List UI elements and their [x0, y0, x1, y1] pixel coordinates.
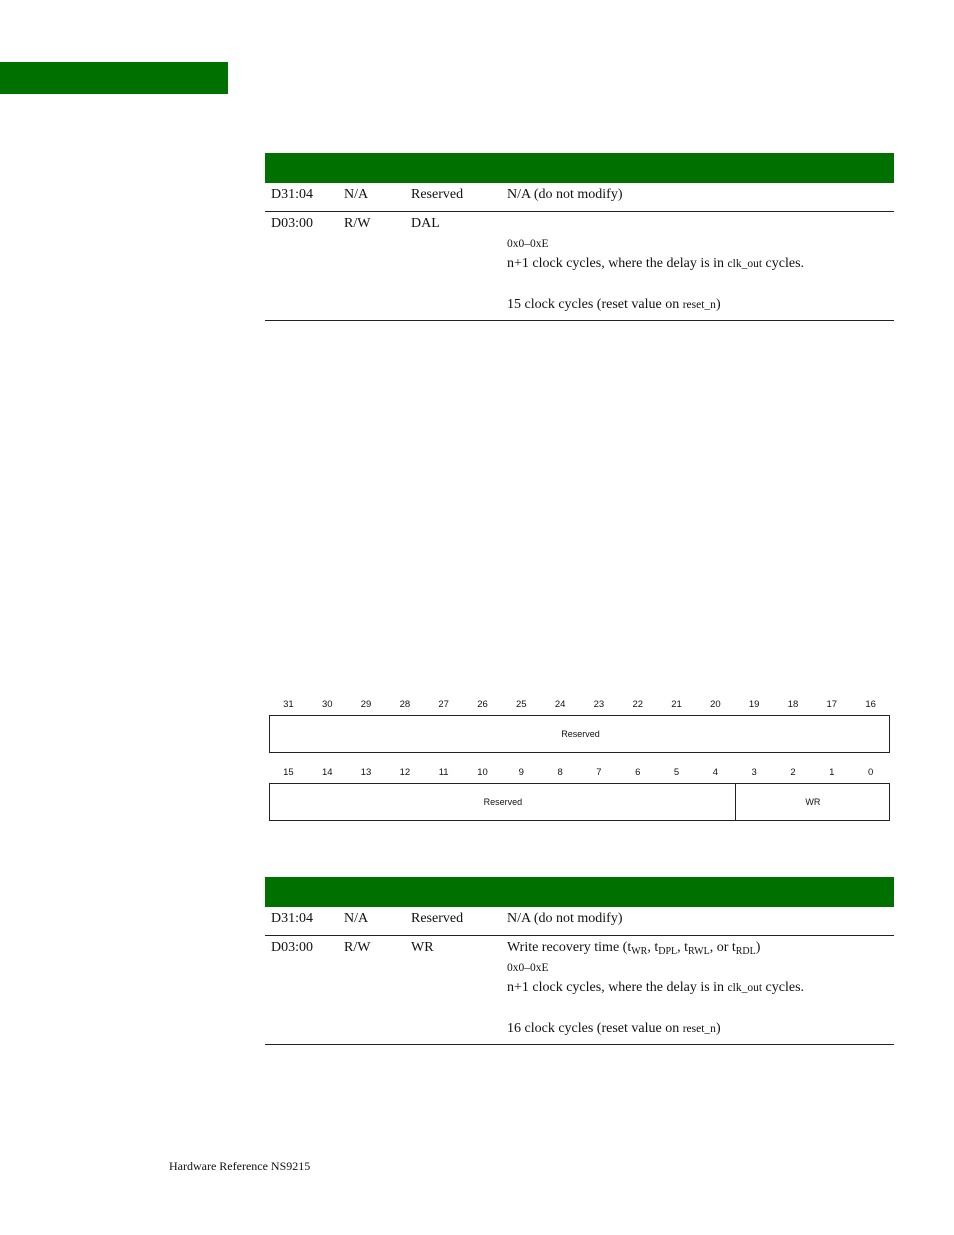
bit-number: 23 — [593, 699, 605, 710]
register-table-2 — [265, 877, 894, 1045]
bit-number: 13 — [360, 767, 372, 778]
bits-cell: D31:04 — [271, 911, 313, 926]
bit-number: 21 — [671, 699, 682, 710]
bit-number: 1 — [829, 767, 835, 778]
access-cell: R/W — [344, 940, 371, 955]
bit-number: 16 — [865, 699, 876, 710]
reset-value: 15 clock cycles (reset value on reset_n) — [507, 297, 721, 312]
bit-number: 6 — [635, 767, 641, 778]
access-cell: N/A — [344, 911, 369, 926]
bit-number: 7 — [596, 767, 602, 778]
table-row — [265, 212, 894, 321]
delay-description: n+1 clock cycles, where the delay is in clk_out cycles. — [507, 980, 805, 995]
mnemonic-cell: DAL — [411, 216, 440, 231]
description-cell: N/A (do not modify) — [507, 187, 623, 202]
upper-bit-numbers — [269, 699, 890, 715]
table-row — [265, 936, 894, 1045]
bit-number: 28 — [399, 699, 411, 710]
bit-number: 22 — [632, 699, 644, 710]
access-cell: N/A — [344, 187, 369, 202]
register-bitmap — [269, 699, 890, 821]
access-cell: R/W — [344, 216, 371, 231]
bit-number: 15 — [283, 767, 294, 778]
reset-value: 16 clock cycles (reset value on reset_n) — [507, 1021, 721, 1036]
section-tab-bar — [0, 62, 228, 94]
mnemonic-cell: Reserved — [411, 187, 464, 202]
field-title: Write recovery time ($t_{WR}$, $t_{DPL}$, $t_{RWL}$, or $t_{RDL}$) — [507, 940, 761, 957]
bit-number: 4 — [712, 767, 718, 778]
upper-bit-fields — [269, 715, 890, 753]
bit-number: 25 — [516, 699, 527, 710]
register-table-1 — [265, 153, 894, 321]
bit-field: Reserved — [561, 729, 600, 739]
bit-number: 0 — [867, 767, 874, 778]
bit-number: 18 — [787, 699, 799, 710]
bit-field: Reserved — [483, 797, 523, 807]
bit-number: 29 — [360, 699, 372, 710]
value-range: 0x0–0xE — [507, 962, 549, 974]
description-cell: N/A (do not modify) — [507, 911, 623, 926]
bit-number: 27 — [438, 699, 449, 710]
bits-cell: D31:04 — [271, 187, 313, 202]
bit-number: 24 — [554, 699, 566, 710]
bit-number: 11 — [438, 767, 449, 778]
bit-number: 9 — [518, 767, 524, 778]
value-range: 0x0–0xE — [507, 238, 549, 250]
bits-cell: D03:00 — [271, 940, 313, 955]
table-row — [265, 183, 894, 212]
mnemonic-cell: Reserved — [411, 911, 464, 926]
bit-number: 19 — [748, 699, 760, 710]
page-footer: Hardware Reference NS9215 — [169, 1159, 311, 1173]
lower-bit-fields — [269, 783, 890, 821]
delay-description: n+1 clock cycles, where the delay is in clk_out cycles. — [507, 256, 805, 271]
lower-bit-numbers — [269, 767, 890, 783]
table-row — [265, 907, 894, 936]
mnemonic-cell: WR — [411, 940, 434, 955]
bit-number: 30 — [321, 699, 333, 710]
bit-number: 2 — [790, 767, 796, 778]
bit-number: 14 — [321, 767, 333, 778]
bit-number: 3 — [751, 767, 757, 778]
bit-number: 17 — [826, 699, 838, 710]
bit-number: 8 — [557, 767, 563, 778]
bit-number: 10 — [477, 767, 488, 778]
bit-number: 12 — [399, 767, 411, 778]
bits-cell: D03:00 — [271, 216, 313, 231]
bit-field: WR — [735, 784, 890, 820]
bit-number: 31 — [283, 699, 294, 710]
table-header-bar — [265, 153, 894, 183]
bit-number: 20 — [710, 699, 721, 710]
bit-number: 26 — [477, 699, 488, 710]
table-header-bar — [265, 877, 894, 907]
bit-number: 5 — [673, 767, 680, 778]
